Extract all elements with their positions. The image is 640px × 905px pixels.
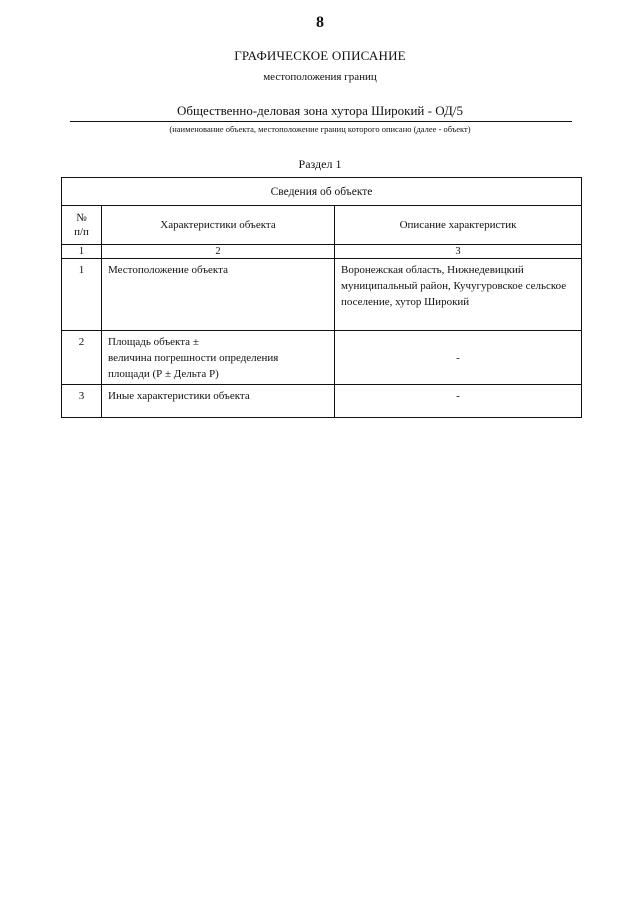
- row-characteristic: Иные характеристики объекта: [102, 385, 335, 418]
- object-caption: (наименование объекта, местоположение границ которого описано (далее - объект): [169, 124, 471, 134]
- row-description: -: [335, 385, 582, 418]
- header-number-line2: п/п: [74, 226, 89, 238]
- row-number: 3: [62, 385, 102, 418]
- row-description: -: [335, 331, 582, 385]
- column-numbers-row: [62, 245, 582, 259]
- document-title: ГРАФИЧЕСКОЕ ОПИСАНИЕ: [234, 48, 406, 63]
- column-number-3: 3: [335, 245, 582, 259]
- header-characteristics: Характеристики объекта: [102, 206, 335, 245]
- row-characteristic: Местоположение объекта: [102, 259, 335, 331]
- header-description: Описание характеристик: [335, 206, 582, 245]
- row-description: Воронежская область, Нижнедевицкий муниципальный район, Кучугуровское сельское поселение, хутор Широкий: [335, 259, 582, 331]
- row-characteristic-line3: площади (Р ± Дельта Р): [108, 368, 219, 380]
- table-header-row: [62, 206, 582, 245]
- object-name-underline: [70, 121, 572, 122]
- object-info-table: [61, 177, 582, 418]
- section-title: Раздел 1: [298, 157, 342, 171]
- row-number: 1: [62, 259, 102, 331]
- object-name: Общественно-деловая зона хутора Широкий - ОД/5: [177, 103, 463, 118]
- column-number-1: 1: [62, 245, 102, 259]
- row-characteristic-line1: Площадь объекта ±: [108, 336, 199, 348]
- row-number: 2: [62, 331, 102, 385]
- table-caption-row: [62, 178, 582, 206]
- table-row: [62, 259, 582, 331]
- row-characteristic-line2: величина погрешности определения: [108, 352, 279, 364]
- header-number-line1: №: [76, 212, 87, 224]
- table-row: [62, 331, 582, 385]
- page-number: 8: [316, 14, 324, 31]
- document-subtitle: местоположения границ: [263, 71, 377, 83]
- header-number: [62, 206, 102, 245]
- table-caption: Сведения об объекте: [62, 178, 582, 206]
- row-characteristic: [102, 331, 335, 385]
- table-row: [62, 385, 582, 418]
- column-number-2: 2: [102, 245, 335, 259]
